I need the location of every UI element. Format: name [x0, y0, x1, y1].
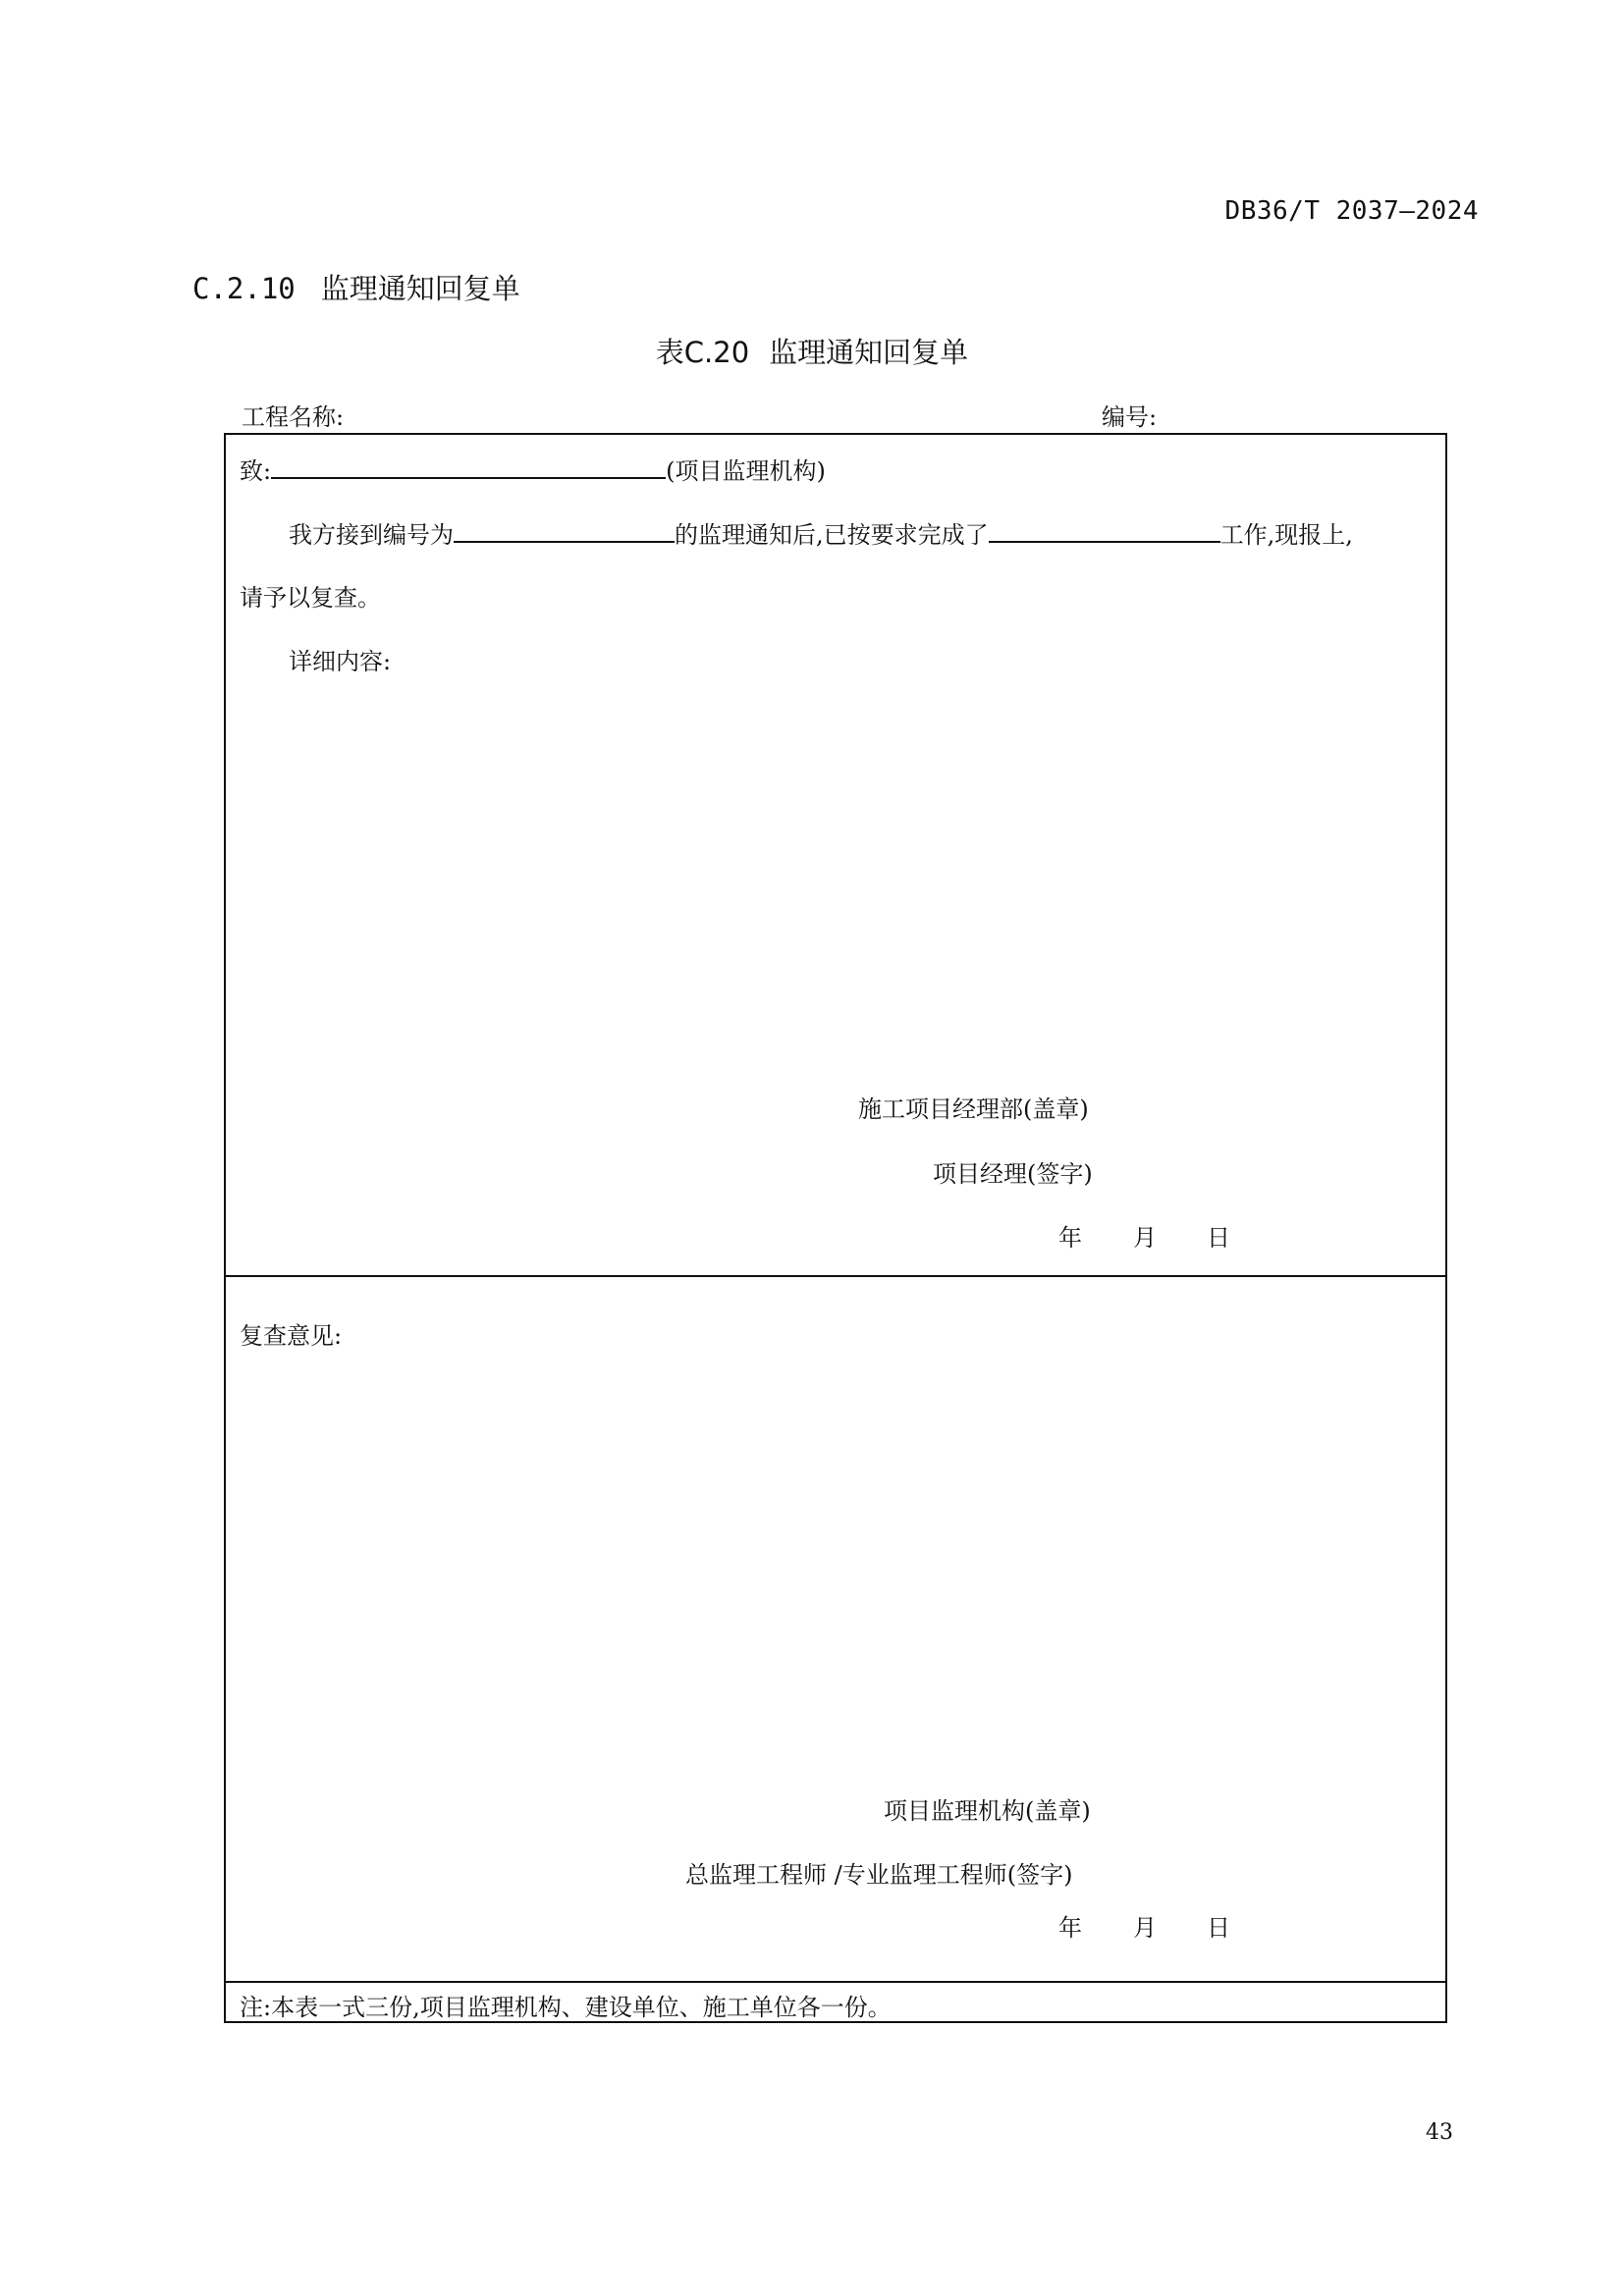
- work-completed-blank[interactable]: [989, 519, 1220, 543]
- body-text-b: 的监理通知后,已按要求完成了: [675, 521, 989, 549]
- project-manager-sign-label: 项目经理(签字): [933, 1160, 1093, 1188]
- body-line-1: [289, 519, 1353, 549]
- page-number: 43: [1426, 2120, 1453, 2145]
- details-label: 详细内容:: [289, 648, 392, 675]
- contractor-stamp-label: 施工项目经理部(盖章): [858, 1095, 1089, 1123]
- body-text-a: 我方接到编号为: [289, 521, 454, 549]
- body-line-2: 请予以复查。: [240, 584, 381, 612]
- chief-engineer-sign-label: 总监理工程师 /专业监理工程师(签字): [685, 1861, 1073, 1889]
- table-number: 表C.20: [655, 336, 750, 369]
- form-number-label: 编号:: [1102, 403, 1158, 431]
- review-date-day: 日: [1207, 1914, 1230, 1942]
- table-title: 监理通知回复单: [769, 336, 969, 369]
- review-date-month: 月: [1133, 1914, 1157, 1942]
- section-divider: [226, 1275, 1445, 1277]
- project-name-label: 工程名称:: [242, 403, 345, 431]
- table-note: 注:本表一式三份,项目监理机构、建设单位、施工单位各一份。: [240, 1994, 892, 2021]
- section-heading: [192, 267, 520, 307]
- section-number: C.2.10: [192, 272, 296, 305]
- to-prefix: 致:: [240, 457, 272, 485]
- review-date-year: 年: [1058, 1914, 1082, 1942]
- table-caption: [0, 331, 1624, 371]
- supervision-stamp-label: 项目监理机构(盖章): [884, 1797, 1091, 1825]
- addressee-blank[interactable]: [271, 455, 666, 479]
- reply-date-month: 月: [1133, 1224, 1157, 1252]
- reply-date-day: 日: [1207, 1224, 1230, 1252]
- addressee-line: [240, 455, 826, 485]
- review-opinion-label: 复查意见:: [240, 1322, 343, 1350]
- reply-date-year: 年: [1058, 1224, 1082, 1252]
- document-code: DB36/T 2037—2024: [1224, 196, 1479, 226]
- body-text-c: 工作,现报上,: [1219, 521, 1353, 549]
- note-divider: [226, 1981, 1445, 1983]
- section-title: 监理通知回复单: [320, 272, 520, 305]
- to-suffix: (项目监理机构): [666, 457, 826, 485]
- notice-number-blank[interactable]: [454, 519, 675, 543]
- reply-form-table: [224, 433, 1447, 2023]
